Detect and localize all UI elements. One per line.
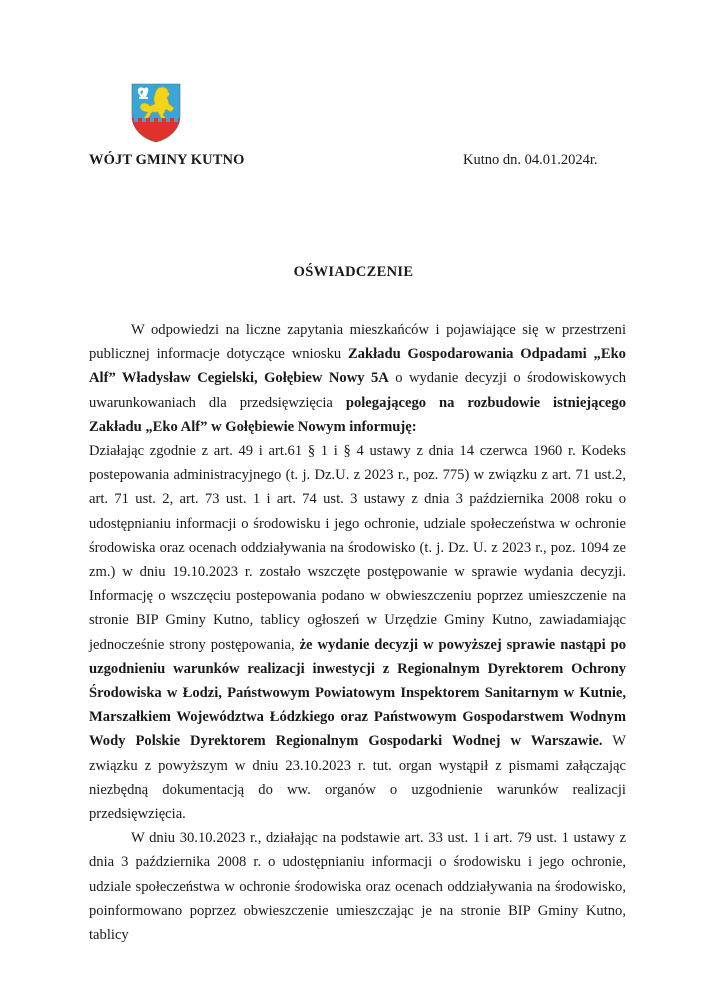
text-segment: W odpowiedzi na liczne zapytania mieszkańców i pojawiające się w przestrzeni publicznej informacje dotyczące wniosku: [89, 322, 626, 363]
document-body: [89, 318, 626, 947]
paragraph-1: [89, 318, 626, 439]
project-description: polegającego na rozbudowie istniejącego Zakładu „Eko Alf” w Gołębiewie Nowym informuję:: [89, 394, 626, 435]
text-segment: o wydanie decyzji o środowiskowych uwarunkowaniach dla przedsięwzięcia: [89, 370, 626, 411]
coat-of-arms-icon: [130, 82, 182, 144]
agreement-authorities: że wydanie decyzji w powyższej sprawie nastąpi po uzgodnieniu warunków realizacji inwestycji z Regionalnym Dyrektorem Ochrony Środowiska w Łodzi, Państwowym Powiatowym Inspektorem Sanitarnym w Kutnie, Marszałkiem Województwa Łódzkiego oraz Państwowym Gospodarstwem Wodnym Wody Polskie Dyrektorem Regionalnym Gospodarki Wodnej w Warszawie.: [89, 636, 626, 750]
text-segment: W związku z powyższym w dniu 23.10.2023 r. tut. organ wystąpił z pismami załączając niezbędną dokumentacją do ww. organów o uzgodnienie warunków realizacji przedsięwzięcia.: [89, 733, 626, 823]
text-segment: W dniu 30.10.2023 r., działając na podstawie art. 33 ust. 1 i art. 79 ust. 1 ustawy z dnia 3 października 2008 r. o udostępnianiu informacji o środowisku i jego ochronie, udziale społeczeństwa w ochronie środowiska oraz ocenach oddziaływania na środowisko, poinformowano poprzez obwieszczenie umieszczając je na stronie BIP Gminy Kutno, tablicy: [89, 830, 626, 944]
text-segment: Działając zgodnie z art. 49 i art.61 § 1 i § 4 ustawy z dnia 14 czerwca 1960 r. Kodeks postepowania administracyjnego (t. j. Dz.U. z 2023 r., poz. 775) w związku z art. 71 ust.2, art. 71 ust. 2, art. 73 ust. 1 i art. 74 ust. 3 ustawy z dnia 3 października 2008 roku o udostępnianiu informacji o środowisku i jego ochronie, udziale społeczeństwa w ochronie środowiska oraz ocenach oddziaływania na środowisko (t. j. Dz. U. z 2023 r., poz. 1094 ze zm.) w dniu 19.10.2023 r. zostało wszczęte postępowanie w sprawie wydania decyzji. Informację o wszczęciu postepowania podano w obwieszczeniu poprzez umieszczenie na stronie BIP Gminy Kutno, tablicy ogłoszeń w Urzędzie Gminy Kutno, zawiadamiając jednocześnie strony postępowania,: [89, 443, 626, 653]
document-title: OŚWIADCZENIE: [293, 264, 414, 280]
issuer-name: WÓJT GMINY KUTNO: [89, 152, 245, 168]
place-and-date: Kutno dn. 04.01.2024r.: [463, 152, 598, 168]
applicant-name: Zakładu Gospodarowania Odpadami „Eko Alf” Władysław Cegielski, Gołębiew Nowy 5A: [89, 346, 626, 387]
paragraph-2: [89, 439, 626, 826]
paragraph-3: [89, 826, 626, 947]
